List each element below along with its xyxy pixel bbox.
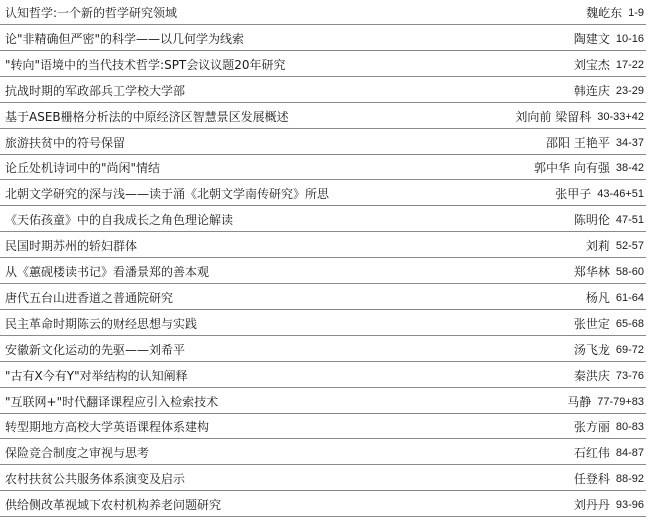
- entry-author: 邵阳 王艳平: [546, 136, 610, 150]
- entry-pages: 73-76: [615, 370, 644, 382]
- toc-entry[interactable]: [0, 54, 648, 79]
- toc-entry[interactable]: [0, 106, 648, 131]
- row-divider: [0, 438, 646, 439]
- toc-entry[interactable]: [0, 2, 648, 27]
- entry-title[interactable]: 民国时期苏州的轿妇群体: [5, 239, 138, 253]
- row-divider: [0, 76, 646, 77]
- toc-entry[interactable]: [0, 183, 648, 208]
- toc-entry[interactable]: [0, 157, 648, 182]
- entry-author: 郭中华 向有强: [534, 161, 610, 175]
- toc-entry[interactable]: [0, 28, 648, 53]
- entry-pages: 65-68: [615, 318, 644, 330]
- entry-pages: 38-42: [615, 162, 644, 174]
- row-divider: [0, 516, 646, 517]
- entry-pages: 80-83: [615, 421, 644, 433]
- entry-pages: 47-51: [615, 214, 644, 226]
- entry-title[interactable]: 基于ASEB栅格分析法的中原经济区智慧景区发展概述: [5, 110, 289, 124]
- row-divider: [0, 387, 646, 388]
- row-divider: [0, 24, 646, 25]
- row-divider: [0, 464, 646, 465]
- entry-title[interactable]: 供给侧改革视域下农村机构养老问题研究: [5, 498, 222, 512]
- toc-entry[interactable]: [0, 261, 648, 286]
- toc-entry[interactable]: [0, 132, 648, 157]
- row-divider: [0, 283, 646, 284]
- entry-pages: 23-29: [615, 85, 644, 97]
- toc-entry[interactable]: [0, 442, 648, 467]
- toc-entry[interactable]: [0, 313, 648, 338]
- entry-pages: 88-92: [615, 473, 644, 485]
- entry-pages: 10-16: [615, 33, 644, 45]
- row-divider: [0, 128, 646, 129]
- row-divider: [0, 179, 646, 180]
- entry-pages: 61-64: [615, 292, 644, 304]
- entry-title[interactable]: 安徽新文化运动的先驱——刘希平: [5, 343, 186, 357]
- entry-pages: 58-60: [615, 266, 644, 278]
- toc-entry[interactable]: [0, 494, 648, 519]
- toc-entry[interactable]: [0, 391, 648, 416]
- entry-author: 陶建文: [573, 32, 610, 46]
- entry-title[interactable]: 北朝文学研究的深与浅——读于涌《北朝文学南传研究》所思: [5, 187, 330, 201]
- entry-pages: 1-9: [628, 7, 644, 19]
- entry-title[interactable]: 认知哲学:一个新的哲学研究领域: [5, 6, 178, 20]
- entry-title[interactable]: 保险竞合制度之审视与思考: [5, 446, 150, 460]
- entry-author: 刘向前 梁留科: [515, 110, 592, 124]
- toc-entry[interactable]: [0, 339, 648, 364]
- entry-author: 石红伟: [573, 446, 610, 460]
- entry-author: 张方丽: [573, 420, 610, 434]
- toc-entry[interactable]: [0, 365, 648, 390]
- entry-author: 汤飞龙: [573, 343, 610, 357]
- entry-author: 魏屹东: [586, 6, 623, 20]
- entry-title[interactable]: "古有X今有Y"对举结构的认知阐释: [5, 369, 188, 383]
- entry-author: 秦洪庆: [573, 369, 610, 383]
- entry-author: 刘莉: [585, 239, 610, 253]
- entry-author: 刘宝杰: [573, 58, 610, 72]
- entry-author: 马静: [567, 395, 592, 409]
- entry-title[interactable]: 论"非精确但严密"的科学——以几何学为线索: [5, 32, 245, 46]
- entry-title[interactable]: "转向"语境中的当代技术哲学:SPT会议议题20年研究: [5, 58, 286, 72]
- entry-title[interactable]: 论丘处机诗词中的"尚闲"情结: [5, 161, 161, 175]
- row-divider: [0, 205, 646, 206]
- entry-title[interactable]: 旅游扶贫中的符号保留: [5, 136, 126, 150]
- row-divider: [0, 154, 646, 155]
- entry-pages: 17-22: [615, 59, 644, 71]
- entry-author: 刘丹丹: [573, 498, 610, 512]
- entry-title[interactable]: 农村扶贫公共服务体系演变及启示: [5, 472, 186, 486]
- entry-title[interactable]: 从《蕙砚楼读书记》看潘景郑的善本观: [5, 265, 210, 279]
- row-divider: [0, 309, 646, 310]
- toc-entry[interactable]: [0, 416, 648, 441]
- row-divider: [0, 102, 646, 103]
- entry-pages: 34-37: [615, 137, 644, 149]
- row-divider: [0, 361, 646, 362]
- entry-pages: 93-96: [615, 499, 644, 511]
- toc-entry[interactable]: [0, 235, 648, 260]
- toc-entry[interactable]: [0, 80, 648, 105]
- entry-title[interactable]: 民主革命时期陈云的财经思想与实践: [5, 317, 198, 331]
- row-divider: [0, 50, 646, 51]
- entry-pages: 52-57: [615, 240, 644, 252]
- entry-title[interactable]: "互联网+"时代翻译课程应引入检索技术: [5, 395, 219, 409]
- entry-title[interactable]: 转型期地方高校大学英语课程体系建构: [5, 420, 210, 434]
- row-divider: [0, 231, 646, 232]
- row-divider: [0, 413, 646, 414]
- toc-entry[interactable]: [0, 209, 648, 234]
- entry-title[interactable]: 《天佑孩童》中的自我成长之角色理论解读: [5, 213, 234, 227]
- entry-pages: 43-46+51: [597, 188, 644, 200]
- entry-author: 韩连庆: [573, 84, 610, 98]
- entry-pages: 69-72: [615, 344, 644, 356]
- entry-pages: 77-79+83: [597, 396, 644, 408]
- entry-author: 张甲子: [555, 187, 592, 201]
- entry-author: 张世定: [573, 317, 610, 331]
- entry-title[interactable]: 唐代五台山进香道之普通院研究: [5, 291, 174, 305]
- entry-author: 任登科: [573, 472, 610, 486]
- entry-author: 杨凡: [585, 291, 610, 305]
- entry-pages: 84-87: [615, 447, 644, 459]
- entry-title[interactable]: 抗战时期的军政部兵工学校大学部: [5, 84, 186, 98]
- entry-author: 陈明伦: [573, 213, 610, 227]
- row-divider: [0, 257, 646, 258]
- row-divider: [0, 490, 646, 491]
- toc-entry[interactable]: [0, 468, 648, 493]
- row-divider: [0, 335, 646, 336]
- entry-pages: 30-33+42: [597, 111, 644, 123]
- entry-author: 郑华林: [573, 265, 610, 279]
- toc-entry[interactable]: [0, 287, 648, 312]
